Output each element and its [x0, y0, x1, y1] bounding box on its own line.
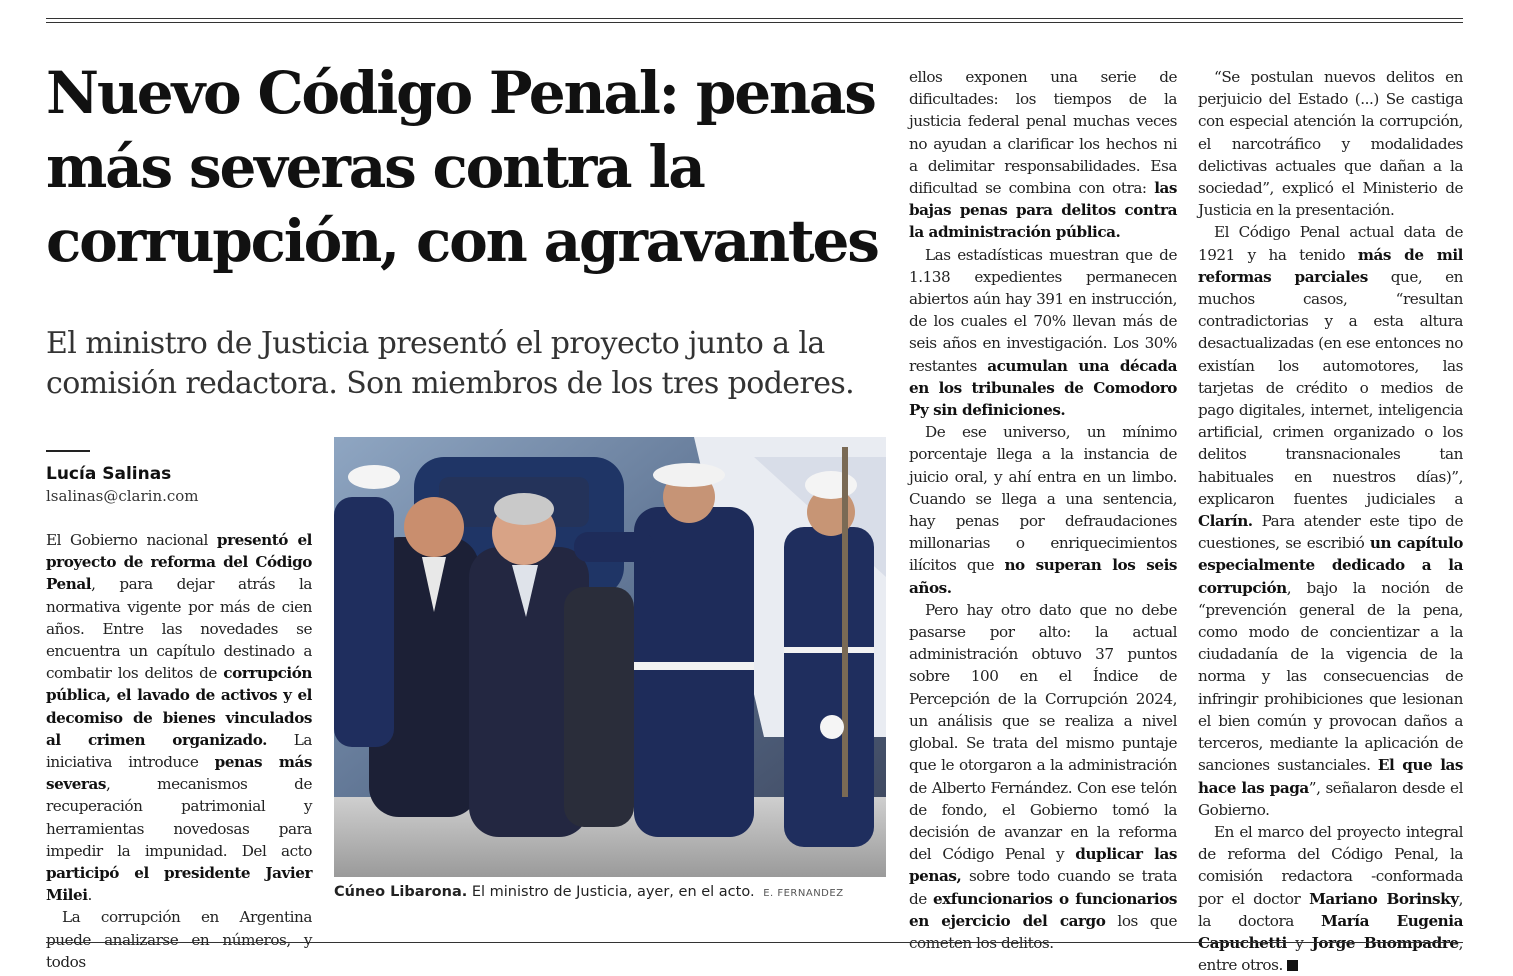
news-photo — [334, 437, 886, 877]
top-rule-inner — [46, 22, 1463, 23]
top-rule — [46, 18, 1463, 19]
headline: Nuevo Código Penal: penas más severas contra la corrupción, con agravantes — [46, 59, 878, 275]
deck: El ministro de Justicia presentó el proyecto junto a la comisión redactora. Son miembros de los tres poderes. — [46, 326, 855, 401]
paragraph-difficulties: ellos exponen una serie de dificultades: los tiempos de la justicia federal penal muchas veces no ayudan a clarificar los hechos ni a delimitar responsabilidades. Esa dificultad se combina con otra: las bajas penas para delitos contra la administración pública. — [909, 68, 1177, 242]
paragraph-commission: En el marco del proyecto integral de reforma del Código Penal, la comisión redactora -conformada por el doctor Mariano Borinsky, la doctora María Eugenia Capuchetti y Jorge Buompadre, entre otros. — [1198, 822, 1463, 975]
bottom-rule — [46, 942, 1463, 943]
paragraph-quote: “Se postulan nuevos delitos en perjuicio del Estado (...) Se castiga con especial atención la corrupción, el narcotráfico y modalidades delictivas actuales que dañan a la sociedad”, explicó el Ministerio de Justicia en la presentación. — [1198, 68, 1463, 220]
paragraph-statistics: Las estadísticas muestran que de 1.138 expedientes permanecen abiertos aún hay 391 en instrucción, de los cuales el 70% llevan más de seis años en investigación. Los 30% restantes acumulan una década en los tribunales de Comodoro Py sin definiciones. — [909, 245, 1177, 420]
paragraph-code-history: El Código Penal actual data de 1921 y ha tenido más de mil reformas parciales que, en muchos casos, “resultan contradictorias y a esta altura desactualizadas (en ese entonces no existían los automotores, las tarjetas de crédito o medios de pago digitales, internet, inteligencia artificial, crimen organizado o los delitos transnacionales tan habituales en nuestros días)”, explicaron fuentes judiciales a Clarín. Para atender este tipo de cuestiones, se escribió un capítulo especialmente dedicado a la corrupción, bajo la noción de “prevención general de la pena, como modo de concientizar a la ciudadanía de la vigencia de la norma y las consecuencias de infringir prohibiciones que lesionan el bien común y provocan daños a terceros, mediante la aplicación de sanciones sustanciales. El que las hace las paga”, señalaron desde el Gobierno. — [1198, 223, 1463, 819]
paragraph-intro: El Gobierno nacional presentó el proyecto de reforma del Código Penal, para dejar atrás la normativa vigente por más de cien años. Entre las novedades se encuentra un capítulo destinado a combatir los delitos de corrupción pública, el lavado de activos y el decomiso de bienes vinculados al crimen organizado. La iniciativa introduce penas más severas, mecanismos de recuperación patrimonial y herramientas novedosas para impedir la impunidad. Del acto participó el presidente Javier Milei. — [46, 531, 312, 905]
author-name: Lucía Salinas — [46, 464, 172, 484]
body-column-4 — [1198, 66, 1463, 975]
photo-credit: E. FERNANDEZ — [763, 888, 844, 899]
caption-name: Cúneo Libarona. — [334, 884, 468, 900]
body-column-1 — [46, 529, 312, 971]
paragraph-index: Pero hay otro dato que no debe pasarse por alto: la actual administración obtuvo 37 puntos sobre 100 en el Índice de Percepción de la Corrupción 2024, un análisis que se realiza a nivel global. Se trata del mismo puntaje que le otorgaron a la administración de Alberto Fernández. Con ese telón de fondo, el Gobierno tomó la decisión de avanzar en la reforma del Código Penal y duplicar las penas, sobre todo cuando se trata de exfuncionarios o funcionarios en ejercicio del cargo los que cometen los delitos. — [909, 600, 1178, 952]
paragraph-limbo: De ese universo, un mínimo porcentaje llega a la instancia de juicio oral, y ahí entra en un limbo. Cuando se llega a una sentencia, hay penas por defraudaciones millonarias o enriquecimientos ilícitos que no superan los seis años. — [909, 423, 1177, 597]
caption-text: El ministro de Justicia, ayer, en el acto. — [467, 884, 755, 900]
author-email[interactable]: lsalinas@clarin.com — [46, 487, 199, 505]
paragraph-numbers: La corrupción en Argentina puede analizarse en números, y todos — [46, 908, 312, 971]
byline-rule — [46, 450, 90, 452]
photo-caption — [334, 884, 894, 900]
end-mark-icon — [1287, 960, 1298, 971]
body-column-3 — [909, 66, 1178, 952]
